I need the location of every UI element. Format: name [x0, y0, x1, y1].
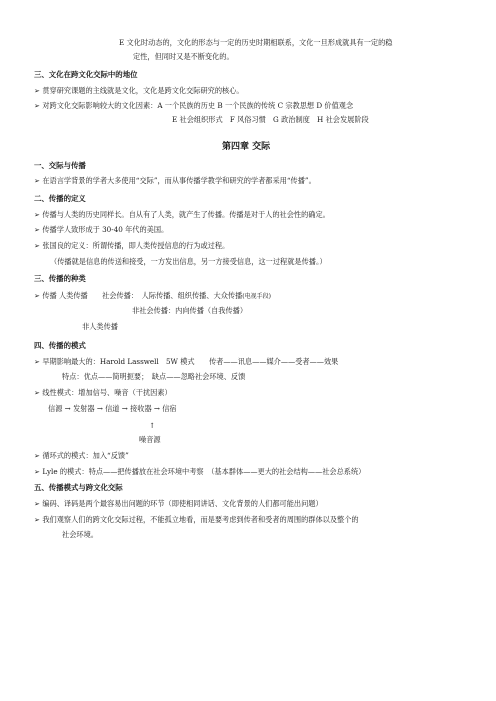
- bullet-item: [34, 388, 172, 397]
- bullet-text: Lyle 的模式：特点——把传播放在社会环境中考察 （基本群体——更大的社会结构——社会总系统）: [42, 467, 366, 476]
- bullet-icon: ➢: [34, 357, 41, 366]
- bullet-text: 对跨文化交际影响较大的文化因素：A 一个民族的历史 B 一个民族的传统 C 宗教思想 D 价值观念: [42, 101, 354, 110]
- bullet-item: [34, 101, 353, 110]
- text-line: E 社会组织形式 F 风俗习惯 G 政治制度 H 社会发展阶段: [172, 115, 369, 124]
- section-heading: 一、交际与传播: [34, 161, 86, 170]
- flow-diagram: 信源 → 发射器 → 信道 → 接收器 → 信宿: [48, 404, 177, 413]
- bullet-icon: ➢: [34, 241, 41, 250]
- bullet-text: 传播与人类的历史同样长。自从有了人类，就产生了传播。传播是对于人的社会性的确定。: [42, 210, 330, 219]
- noise-source-label: 噪音源: [139, 435, 161, 444]
- text-line: 定性，但同时又是不断变化的。: [133, 52, 234, 61]
- bullet-icon: ➢: [34, 451, 41, 460]
- section-heading: 四、传播的模式: [34, 341, 86, 350]
- bullet-text: 贯穿研究课题的主线就是文化，文化是跨文化交际研究的核心。: [42, 86, 244, 95]
- bullet-icon: ➢: [34, 515, 41, 524]
- bullet-icon: ➢: [34, 291, 41, 300]
- bullet-item: [34, 225, 168, 234]
- bullet-icon: ➢: [34, 225, 41, 234]
- bullet-text: 传播学人致形成于 30-40 年代的美国。: [42, 225, 169, 234]
- bullet-icon: ➢: [34, 101, 41, 110]
- bullet-item: [34, 499, 323, 508]
- bullet-item: [34, 451, 129, 460]
- section-heading: 三、文化在跨文化交际中的地位: [34, 70, 138, 79]
- section-heading: 五、传播模式与跨文化交际: [34, 483, 123, 492]
- bullet-item: [34, 86, 244, 95]
- text-line: 社会环境。: [62, 530, 98, 539]
- arrow-up-icon: ↑: [149, 421, 156, 430]
- bullet-item: [34, 291, 271, 301]
- bullet-text: 线性模式：增加信号、噪音（干扰因素）: [42, 388, 172, 397]
- text-line: （传播就是信息的传送和接受，一方发出信息，另一方接受信息，这一过程就是传播。）: [50, 257, 327, 266]
- bullet-text: 编码、译码是两个最容易出问题的环节（即使相同讲话、文化背景的人们都可能出问题）: [42, 499, 323, 508]
- section-heading: 三、传播的种类: [34, 274, 86, 283]
- bullet-text: 我们观察人们的跨文化交际过程，不能孤立地看，而是要考虑到传者和受者的周围的群体以及整个的: [42, 515, 359, 524]
- text-line: 特点：优点——简明扼要； 缺点——忽略社会环境、反馈: [62, 372, 246, 381]
- bullet-item: [34, 210, 330, 219]
- bullet-item: [34, 467, 365, 476]
- bullet-icon: ➢: [34, 176, 41, 185]
- bullet-text: 张国良的定义：所谓传播，即人类传授信息的行为或过程。: [42, 241, 230, 250]
- text-line: E 文化时动态的，文化的形态与一定的历史时期相联系，文化一旦形成就具有一定的稳: [119, 38, 393, 47]
- bullet-text: 早期影响最大的：Harold Lasswell 5W 模式 传者——讯息——媒介——受者——效果: [42, 357, 339, 366]
- section-heading: 二、传播的定义: [34, 194, 86, 203]
- bullet-text: 在语言学背景的学者大多使用“交际”，而从事传播学教学和研究的学者都采用“传播”。: [42, 176, 316, 185]
- bullet-icon: ➢: [34, 467, 41, 476]
- annotation-text: (电视手段): [242, 293, 271, 300]
- bullet-icon: ➢: [34, 210, 41, 219]
- bullet-icon: ➢: [34, 86, 41, 95]
- bullet-icon: ➢: [34, 499, 41, 508]
- bullet-text: 循环式的模式：加入“反馈”: [42, 451, 129, 460]
- bullet-item: [34, 357, 338, 366]
- chapter-title: 第四章 交际: [222, 142, 271, 152]
- bullet-item: [34, 515, 359, 524]
- text-line: 非人类传播: [82, 322, 118, 331]
- bullet-text: 传播 人类传播 社会传播： 人际传播、组织传播、大众传播: [42, 291, 243, 300]
- bullet-item: [34, 176, 316, 185]
- bullet-item: [34, 241, 229, 250]
- text-line: 非社会传播：内向传播（自我传播）: [132, 306, 248, 315]
- bullet-icon: ➢: [34, 388, 41, 397]
